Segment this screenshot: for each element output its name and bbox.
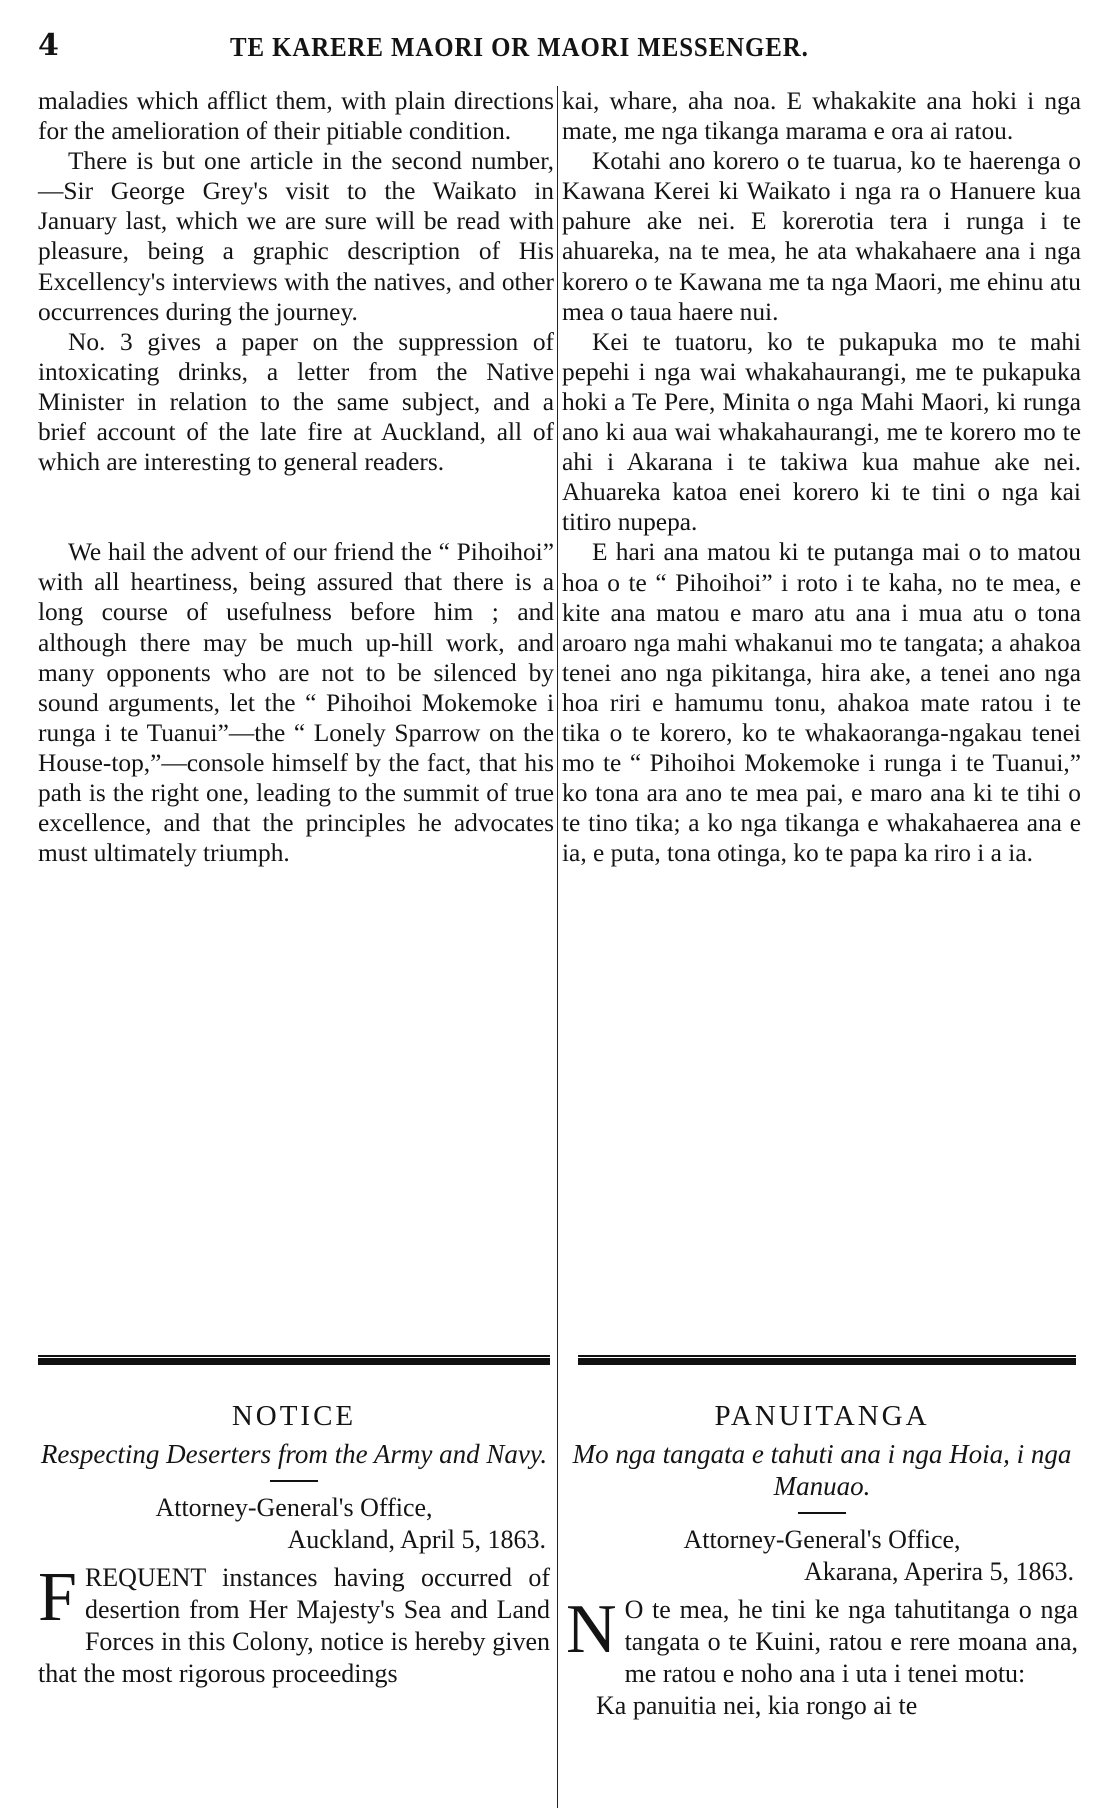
notice-body-text: O te mea, he tini ke nga tahutitanga o nga tangata o te Kuini, ratou e rere moana ana, me ratou e noho ana i uta i tenei motu: — [624, 1595, 1078, 1688]
page-header — [0, 14, 1114, 70]
notice-heading: NOTICE — [231, 1400, 357, 1432]
notice-subtitle: Respecting Deserters from the Army and Navy. — [40, 1439, 548, 1469]
left-column-article — [38, 86, 554, 868]
notice-english — [38, 1400, 550, 1690]
section-rule — [578, 1355, 1076, 1365]
notice-dateline: Akarana, Aperira 5, 1863. — [803, 1557, 1074, 1586]
column-divider — [557, 86, 558, 1808]
notice-body-continued: Ka panuitia nei, kia rongo ai te — [596, 1691, 918, 1720]
masthead-title: TE KARERE MAORI OR MAORI MESSENGER. — [230, 32, 809, 62]
paragraph-gap — [38, 477, 554, 537]
article-paragraph: E hari ana matou ki te putanga mai o to matou hoa o te “ Pihoihoi” i roto i te kaha, no te mea, e kite ana matou e maro atu ana i mua atu o tona aroaro nga mahi whakanui mo te tangata; a ahakoa tenei ano nga pikitanga, hira ake, a tenei ano nga hoa riri e hamumu tonu, ahakoa mate ratou i te tika o te korero, ko te whakaoranga-ngakau tenei mo te “ Pihoihoi Mokemoke i runga i te Tuanui,” ko tona ara ano te mea pai, e maro ana ki te tihi o te tino tika; a ko nga tikanga e whakahaerea ana e ia, e puta, tona otinga, ko te papa ka riro i a ia. — [562, 538, 1081, 868]
notice-office: Attorney-General's Office, — [155, 1493, 433, 1522]
article-paragraph: kai, whare, aha noa. E whakakite ana hoki i nga mate, me nga tikanga marama e ora ai ratou. — [562, 87, 1081, 146]
notice-body — [566, 1591, 1078, 1690]
drop-cap: F — [38, 1559, 77, 1636]
article-paragraph: No. 3 gives a paper on the suppression of intoxicating drinks, a letter from the Native Minister in relation to the same subject, and a brief account of the late fire at Auckland, all of which are interesting to general readers. — [38, 327, 554, 477]
page-number: 4 — [38, 28, 59, 63]
article-paragraph: There is but one article in the second number,—Sir George Grey's visit to the Waikato in January last, which we are sure will be read with pleasure, being a graphic description of His Excellency's interviews with the natives, and other occurrences during the journey. — [38, 147, 554, 326]
right-column-article — [562, 86, 1081, 868]
article-paragraph: We hail the advent of our friend the “ Pihoihoi” with all heartiness, being assured that there is a long course of usefulness before him ; and although there may be much up-hill work, and many opponents who are not to be silenced by sound arguments, let the “ Pihoihoi Mokemoke i runga i te Tuanui”—the “ Lonely Sparrow on the House-top,”—console himself by the fact, that his path is the right one, leading to the summit of true excellence, and that the principles he advocates must ultimately triumph. — [38, 538, 554, 868]
article-paragraph: maladies which afflict them, with plain directions for the amelioration of their pitiable condition. — [38, 87, 554, 146]
notice-dateline: Auckland, April 5, 1863. — [287, 1525, 546, 1554]
article-paragraph: Kei te tuatoru, ko te pukapuka mo te mahi pepehi i nga wai whakahaurangi, me te pukapuka hoki a Te Pere, Minita o nga Mahi Maori, ki runga ano ki aua wai whakahaurangi, me te korero mo te ahi i Akarana i te takiwa kua mahue ake nei. Ahuareka katoa enei korero ki te tini o nga kai titiro nupepa. — [562, 327, 1081, 537]
notice-body-text: REQUENT instances having occurred of desertion from Her Majesty's Sea and Land Forces in this Colony, notice is hereby given that the most rigorous proceedings — [38, 1563, 550, 1688]
short-divider — [270, 1480, 318, 1482]
notice-subtitle: Mo nga tangata e tahuti ana i nga Hoia, i nga Manuao. — [572, 1439, 1072, 1501]
short-divider — [798, 1512, 846, 1514]
notice-heading: PANUITANGA — [714, 1400, 930, 1432]
drop-cap: N — [566, 1591, 617, 1668]
notice-maori — [566, 1400, 1078, 1722]
notice-body — [38, 1559, 550, 1690]
section-rule — [38, 1355, 550, 1365]
notice-office: Attorney-General's Office, — [683, 1525, 961, 1554]
article-paragraph: Kotahi ano korero o te tuarua, ko te haerenga o Kawana Kerei ki Waikato i nga ra o Hanuere kua pahure ake nei. E korerotia tera i runga i te ahuareka, na te mea, he ata whakahaere ana i nga korero o te Kawana me ta nga Maori, me ehinu atu mea o taua haere nui. — [562, 147, 1081, 326]
